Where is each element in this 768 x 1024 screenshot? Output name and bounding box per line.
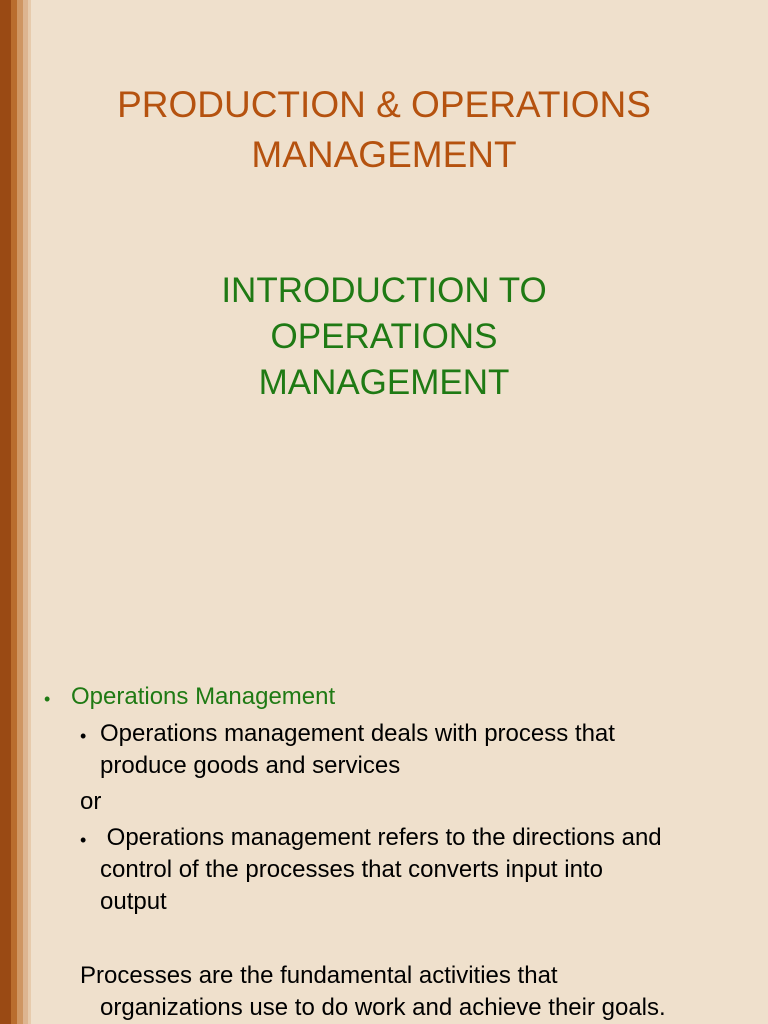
subtitle-line-1: INTRODUCTION TO [221,271,547,310]
subtitle-line-2: OPERATIONS [270,317,498,356]
bullet-dot: • [44,689,51,709]
sub-bullet-dot: • [80,830,87,850]
or-text: or [80,788,102,815]
subtitle-line-3: MANAGEMENT [258,363,510,402]
paragraph-line-2: organizations use to do work and achieve their goals. [100,994,666,1021]
title-line-1: PRODUCTION & OPERATIONS [117,84,651,125]
sub-bullet-dot: • [80,726,87,746]
sub-bullet-2-line-3: output [100,888,167,915]
bullet-operations-management: Operations Management [71,683,336,710]
sub-bullet-2-line-1: Operations management refers to the directions and [100,824,662,851]
paragraph-line-1: Processes are the fundamental activities that [80,962,558,989]
sub-bullet-2-line-2: control of the processes that converts input into [100,856,603,883]
sub-bullet-1-line-2: produce goods and services [100,752,401,779]
sub-bullet-1-line-1: Operations management deals with process that [100,720,615,747]
title-line-2: MANAGEMENT [251,134,517,175]
